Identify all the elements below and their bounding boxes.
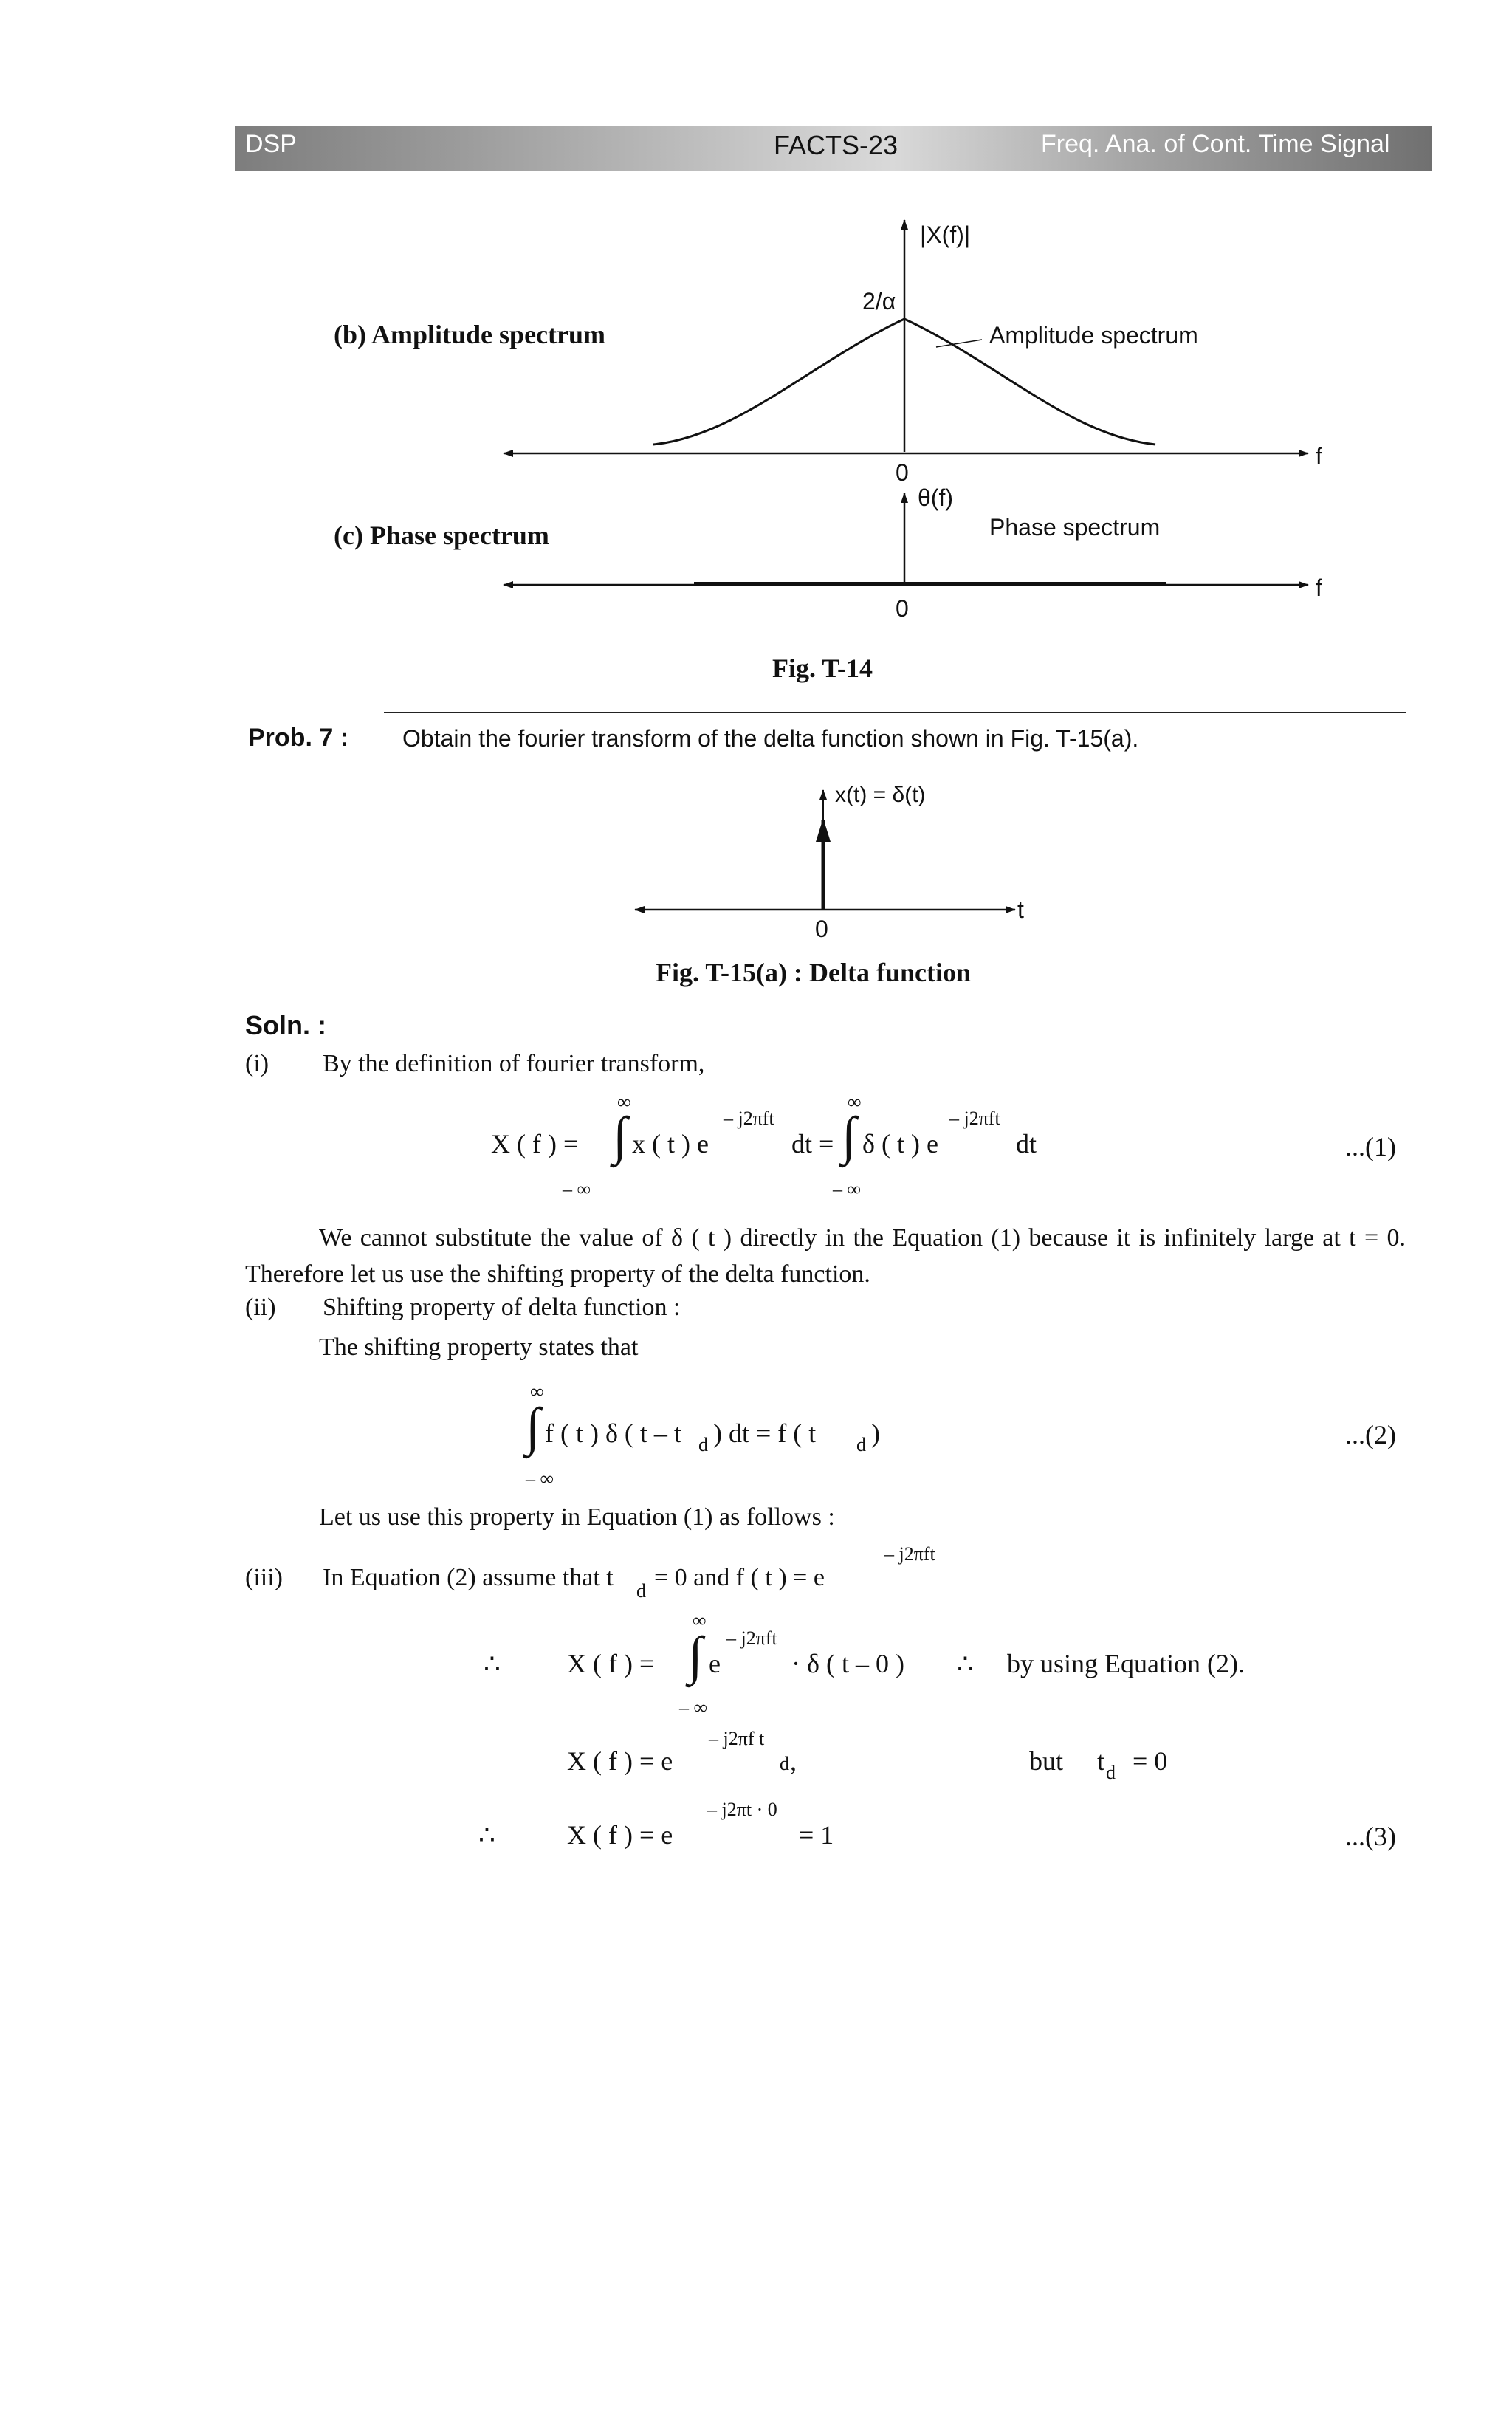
header-right: Freq. Ana. of Cont. Time Signal [1041,130,1390,158]
eq1-int2-exp: – j2πft [949,1108,1000,1129]
eq1-int2-dt: dt [1016,1129,1037,1159]
fig15-origin-label: 0 [815,916,828,942]
eq1-int1-upper: ∞ [617,1091,631,1113]
eq3a-note: by using Equation (2). [1007,1649,1245,1678]
eq3a-lower: – ∞ [679,1697,708,1718]
header-title: FACTS-23 [774,130,898,160]
eq1-integral-2: ∫ [842,1106,856,1165]
eq3c-lhs: X ( f ) = e [567,1820,673,1850]
eq1-int2-upper: ∞ [848,1091,862,1113]
eq2-lower: – ∞ [526,1468,554,1489]
phase-origin-label: 0 [896,595,909,622]
eq3a-upper: ∞ [693,1610,707,1631]
eq3c-therefore: ∴ [478,1820,495,1850]
eq2-sub-d-1: d [698,1434,708,1455]
fig15-axis-label: x(t) = δ(t) [835,783,926,807]
eq1-int1-lower: – ∞ [563,1178,591,1200]
phase-x-label: f [1316,574,1322,601]
eq3a-therefore: ∴ [484,1649,501,1678]
amp-axis-label: |X(f)| [920,222,971,248]
eq1-int1-body: x ( t ) e [632,1129,709,1159]
eq1-int1-dt: dt = [791,1129,834,1159]
eq2-body2: ) dt = f ( t [713,1418,817,1448]
step3-num: (iii) [245,1564,283,1591]
eq1-number: ...(1) [1345,1132,1396,1161]
eq1-integral-1: ∫ [613,1106,628,1165]
eq3b-exp-sub: d [780,1753,789,1774]
fig14-label-c: (c) Phase spectrum [334,521,549,550]
eq3b-but: but [1029,1746,1064,1776]
eq3b-td-val: = 0 [1133,1746,1168,1776]
eq2-body: f ( t ) δ ( t – t [545,1418,681,1448]
eq1-int2-lower: – ∞ [833,1178,862,1200]
prob7-label: Prob. 7 : [248,724,349,752]
step2-num: (ii) [245,1294,276,1321]
eq2-upper: ∞ [530,1381,544,1402]
step3-text-a: In Equation (2) assume that t [323,1564,614,1591]
phase-axis-label: θ(f) [918,484,953,511]
step1-text: By the definition of fourier transform, [323,1050,705,1077]
amp-curve-label: Amplitude spectrum [989,322,1198,349]
eq3a-lhs: X ( f ) = [567,1649,655,1678]
amp-peak-label: 2/α [862,288,896,315]
header-left: DSP [245,130,297,158]
eq3b-comma: , [790,1746,797,1776]
delta-impulse-arrowhead [816,818,831,842]
eq3a-body: · δ ( t – 0 ) [791,1649,904,1678]
eq3c-exp: – j2πt · 0 [707,1799,777,1820]
fig15-diagram [0,0,1512,960]
amp-x-label: f [1316,443,1322,470]
eq1-int1-exp: – j2πft [724,1108,774,1129]
eq3b-lhs: X ( f ) = e [567,1746,673,1776]
eq3b-td: t [1097,1746,1105,1776]
eq2-body3: ) [871,1418,880,1448]
step2-text: Shifting property of delta function : [323,1294,681,1321]
step1-num: (i) [245,1050,269,1077]
eq3a-integral: ∫ [688,1626,703,1685]
eq1-lhs: X ( f ) = [491,1129,579,1159]
step2-sub: The shifting property states that [319,1334,639,1361]
eq3b-td-sub: d [1106,1762,1116,1783]
para1: We cannot substitute the value of δ ( t ) directly in the Equation (1) because it is infinitely large at t = 0. Therefore let us use the shifting property of the delta function. [245,1224,1406,1288]
eq1-int2-body: δ ( t ) e [862,1129,938,1159]
soln-label: Soln. : [245,1010,326,1040]
phase-curve-label: Phase spectrum [989,514,1161,541]
fig15-caption: Fig. T-15(a) : Delta function [656,958,971,987]
eq3c-rhs: = 1 [799,1820,834,1850]
prob7-text: Obtain the fourier transform of the delta function shown in Fig. T-15(a). [402,725,1139,752]
eq2-sub-d-2: d [856,1434,866,1455]
step3-exp: – j2πft [884,1543,935,1565]
fig14-caption: Fig. T-14 [772,653,873,683]
eq3a-exp: – j2πft [726,1627,777,1649]
eq3a-therefore-2: ∴ [957,1649,974,1678]
fig15-t-label: t [1017,896,1024,923]
amp-origin-label: 0 [896,459,909,486]
eq2-number: ...(2) [1345,1420,1396,1449]
eq3c-number: ...(3) [1345,1822,1396,1851]
eq3a-e: e [709,1649,721,1678]
fig14-label-b: (b) Amplitude spectrum [334,320,605,349]
para2: Let us use this property in Equation (1) as follows : [319,1503,835,1531]
step3-sub-d: d [636,1580,646,1602]
eq2-integral: ∫ [526,1397,540,1456]
eq3b-exp: – j2πf t [709,1728,765,1749]
step3-text-b: = 0 and f ( t ) = e [654,1564,825,1591]
